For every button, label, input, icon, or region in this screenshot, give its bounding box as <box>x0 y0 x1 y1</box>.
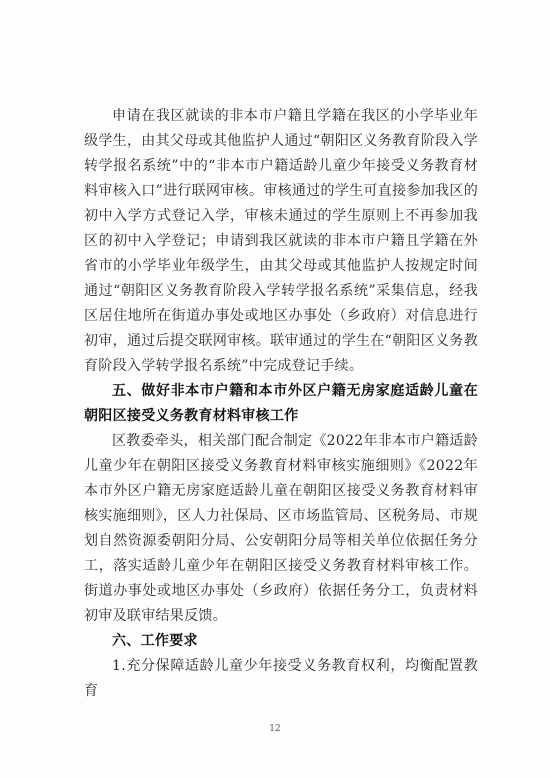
section-five-heading: 五、做好非本市户籍和本市外区户籍无房家庭适龄儿童在朝阳区接受义务教育材料审核工作 <box>84 383 478 424</box>
body-paragraph: 申请在我区就读的非本市户籍且学籍在我区的小学毕业年级学生，由其父母或其他监护人通过“朝阳区义务教育阶段入学转学报名系统”中的“非本市户籍适龄儿童少年接受义务教育材料审核入口”进行联网审核。审核通过的学生可直接参加我区的初中入学方式登记入学，审核未通过的学生原则上不再参加我区的初中入学登记；申请到我区就读的非本市户籍且学籍在外省市的小学毕业年级学生，由其父母或其他监护人按规定时间通过“朝阳区义务教育阶段入学转学报名系统”采集信息，经我区居住地所在街道办事处或地区办事处（乡政府）对信息进行初审，通过后提交联网审核。联审通过的学生在“朝阳区义务教育阶段入学转学报名系统”中完成登记手续。 <box>84 108 478 374</box>
page-number: 12 <box>269 724 281 734</box>
section-five-body: 区教委牵头，相关部门配合制定《2022年非本市户籍适龄儿童少年在朝阳区接受义务教育材料审核实施细则》《2022年本市外区户籍无房家庭适龄儿童在朝阳区接受义务教育材料审核实施细则》，区人力社保局、区市场监管局、区税务局、市规划自然资源委朝阳分局、公安朝阳分局等相关单位依据任务分工，落实适龄儿童少年在朝阳区接受义务教育材料审核工作。街道办事处或地区办事处（乡政府）依据任务分工，负责材料初审及联审结果反馈。 <box>84 433 478 624</box>
document-body <box>84 104 478 704</box>
section-six-heading: 六、工作要求 <box>112 633 198 649</box>
section-six-item-1: 1.充分保障适龄儿童少年接受义务教育权利，均衡配置教育 <box>84 658 478 699</box>
